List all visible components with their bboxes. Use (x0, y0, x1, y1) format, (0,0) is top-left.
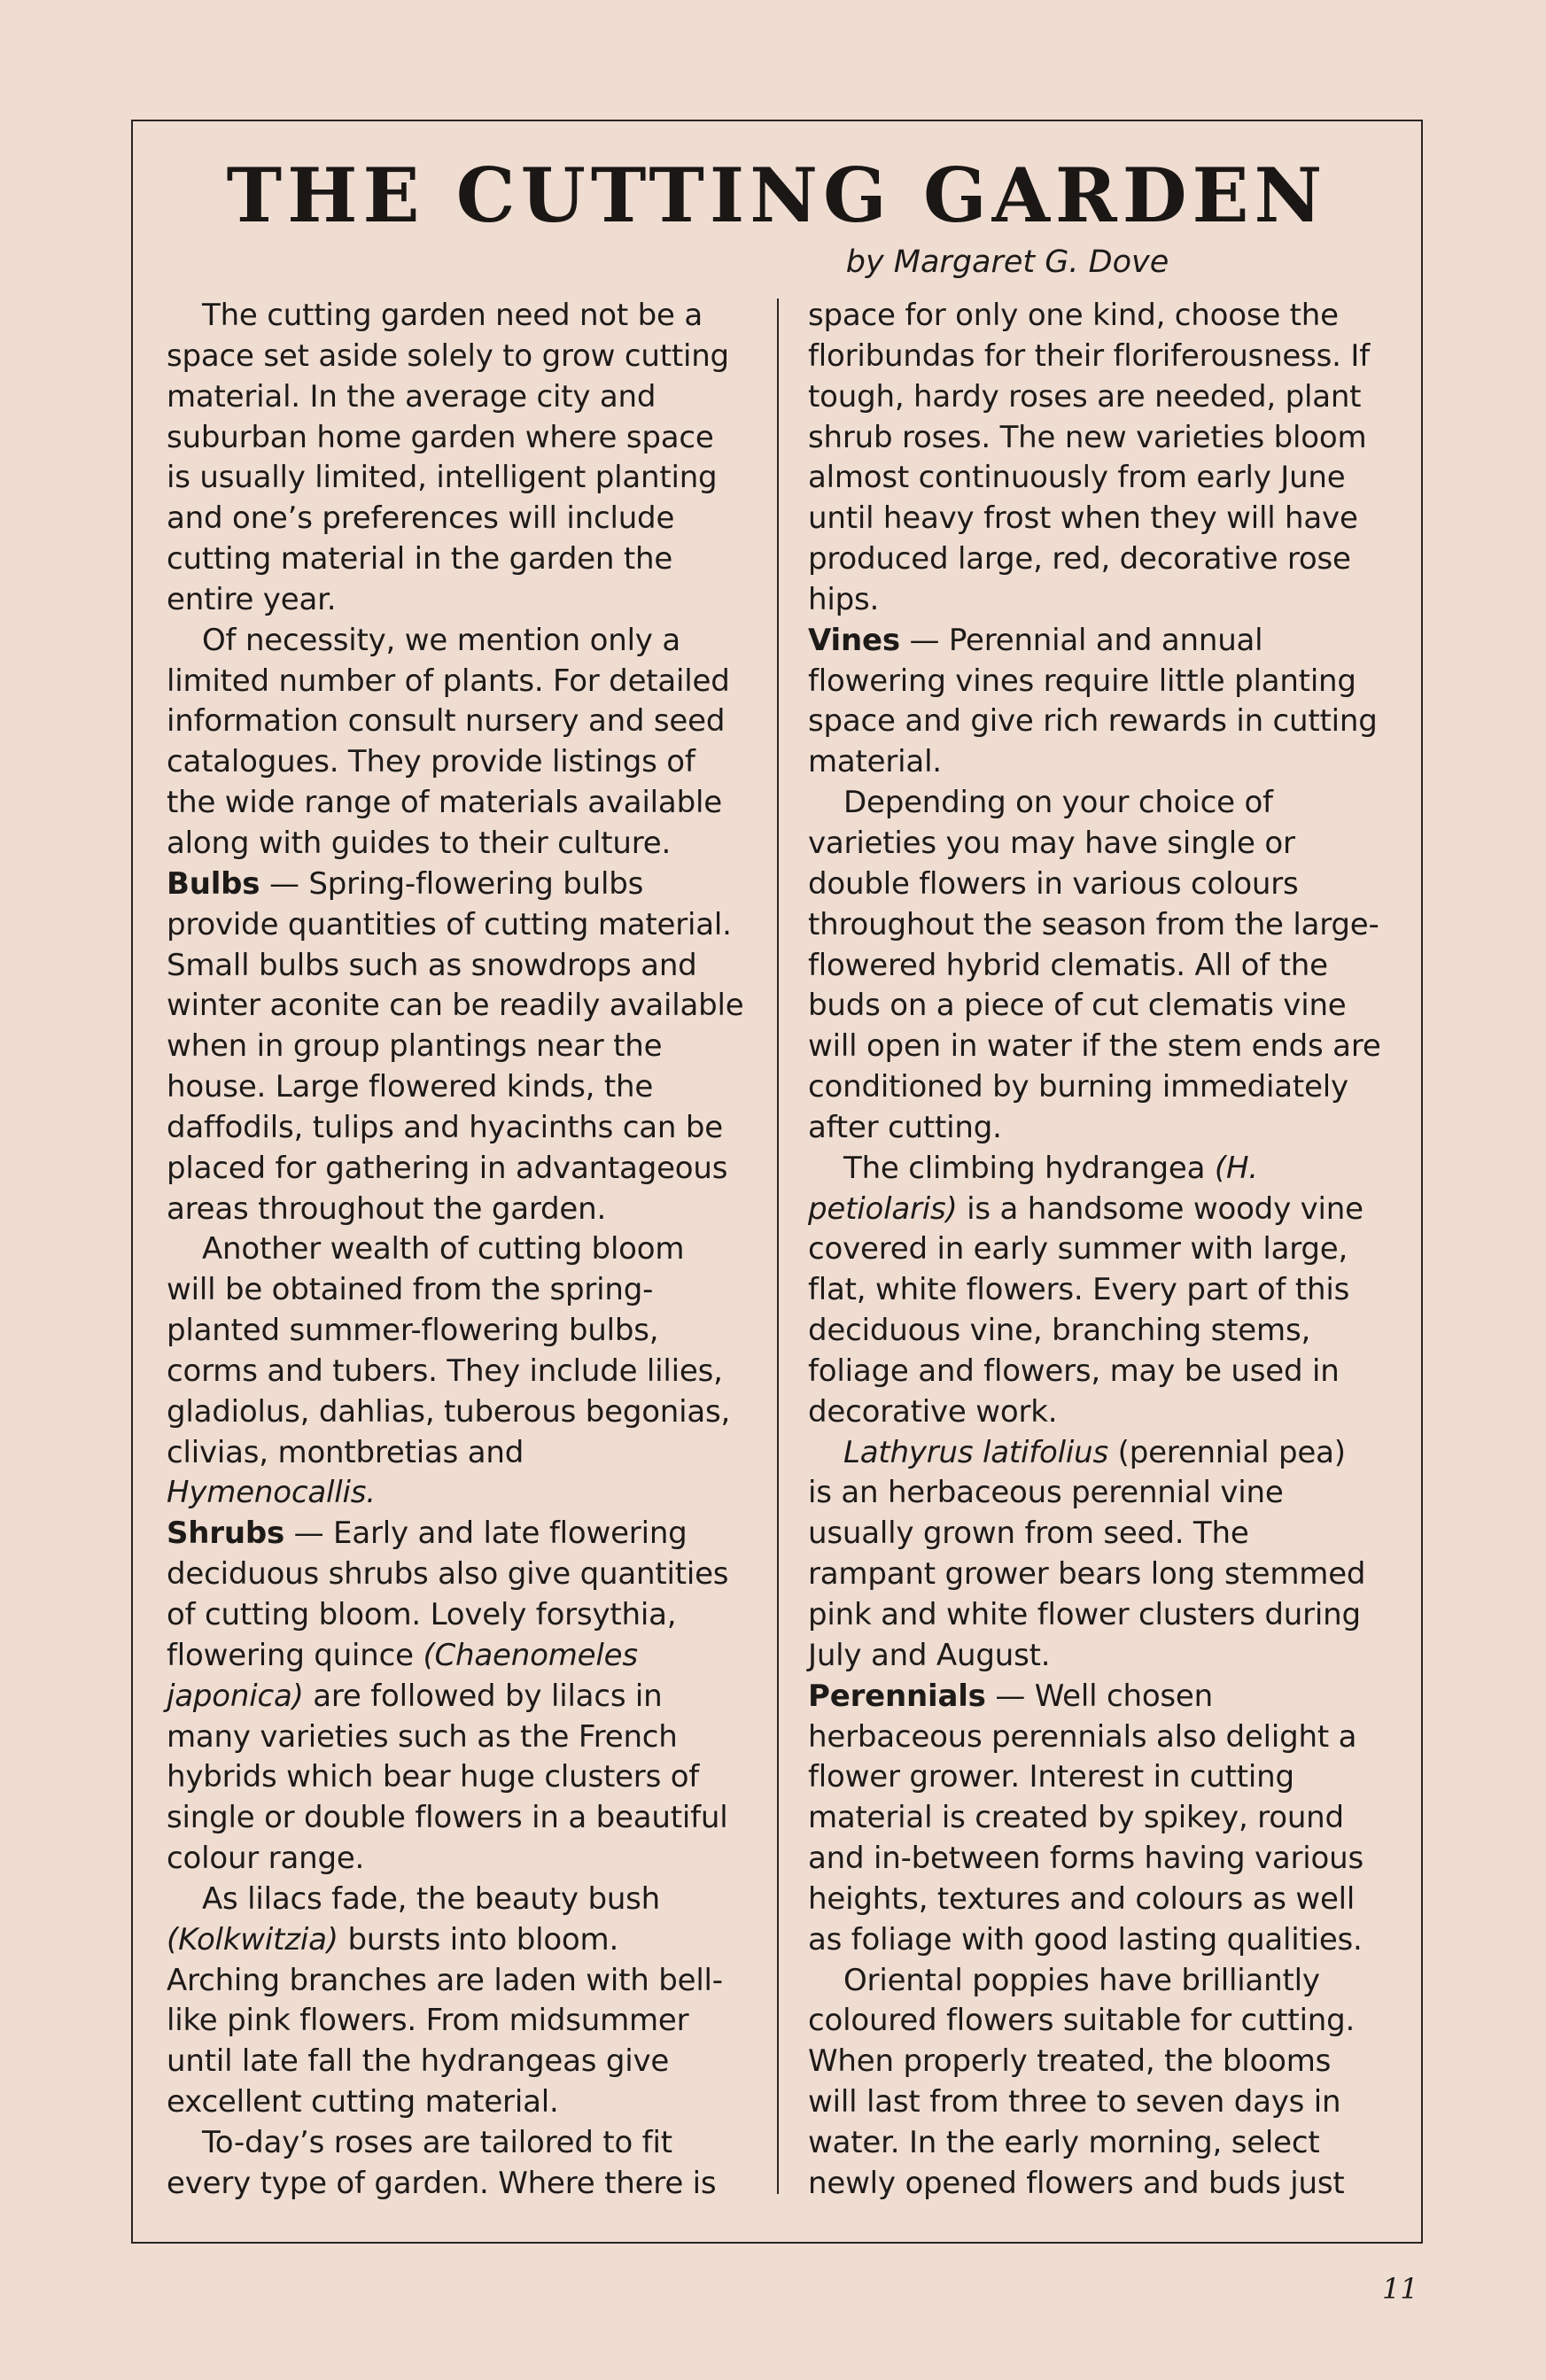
text-line (167, 2123, 778, 2164)
text-line (808, 2123, 1419, 2164)
text-segment: double flowers in various colours (808, 865, 1299, 902)
text-segment: Small bulbs such as snowdrops and (167, 947, 697, 983)
text-line (167, 418, 778, 459)
text-segment: water. In the early morning, select (808, 2124, 1320, 2160)
text-segment: and one’s preferences will include (167, 500, 675, 537)
text-segment: is usually limited, intelligent planting (167, 460, 718, 496)
text-segment: — Early and late flowering (284, 1516, 688, 1552)
text-segment: flowered hybrid clematis. All of the (808, 947, 1328, 983)
text-line (808, 1433, 1419, 1474)
left-column (167, 296, 778, 2205)
text-segment: conditioned by burning immediately (808, 1069, 1348, 1105)
text-segment: of cutting bloom. Lovely forsythia, (167, 1597, 677, 1632)
text-segment: coloured flowers suitable for cutting. (808, 2003, 1356, 2039)
text-segment: flowering vines require little planting (808, 663, 1356, 699)
text-line (808, 905, 1419, 946)
text-segment: space and give rich rewards in cutting (808, 703, 1378, 740)
text-line (167, 824, 778, 864)
text-segment: will be obtained from the spring- (167, 1272, 654, 1308)
text-segment: limited number of plants. For detailed (167, 663, 730, 699)
text-line (808, 1514, 1419, 1554)
text-segment: herbaceous perennials also delight a (808, 1718, 1357, 1755)
text-segment: flowering quince (167, 1637, 423, 1673)
text-segment: material. (808, 744, 942, 780)
text-segment: (Kolkwitzia) (167, 1921, 338, 1957)
section-heading: Shrubs (167, 1516, 285, 1552)
text-segment: house. Large flowered kinds, the (167, 1069, 654, 1105)
article-frame (131, 120, 1423, 2244)
text-line (167, 783, 778, 824)
text-segment: is an herbaceous perennial vine (808, 1475, 1284, 1511)
text-line (167, 1067, 778, 1108)
text-line (808, 1392, 1419, 1433)
text-segment: (H. (1214, 1150, 1258, 1186)
text-line (808, 824, 1419, 864)
text-line (808, 1920, 1419, 1961)
text-segment: deciduous vine, branching stems, (808, 1313, 1311, 1349)
text-line (167, 1757, 778, 1798)
text-line (167, 296, 778, 337)
text-line (808, 458, 1419, 499)
text-segment: The climbing hydrangea (843, 1150, 1215, 1186)
text-segment: many varieties such as the French (167, 1718, 678, 1755)
text-segment: floribundas for their floriferousness. If (808, 337, 1370, 374)
text-line (808, 1067, 1419, 1108)
text-line (808, 1839, 1419, 1880)
text-segment: winter aconite can be readily available (167, 988, 744, 1024)
text-segment: covered in early summer with large, (808, 1231, 1348, 1268)
text-line (167, 1839, 778, 1880)
text-segment: decorative work. (808, 1393, 1058, 1430)
text-line (808, 986, 1419, 1027)
text-segment: suburban home garden where space (167, 419, 714, 455)
text-segment: tough, hardy roses are needed, plant (808, 378, 1362, 415)
text-segment: (perennial pea) (1108, 1434, 1346, 1470)
text-segment: To-day’s roses are tailored to fit (202, 2124, 672, 2160)
text-segment: Depending on your choice of (843, 785, 1273, 821)
text-segment: hips. (808, 581, 880, 617)
text-segment: foliage and flowers, may be used in (808, 1353, 1340, 1389)
text-line (808, 2164, 1419, 2205)
text-line (808, 742, 1419, 783)
text-line (167, 580, 778, 621)
text-line (167, 2164, 778, 2205)
text-segment: Oriental poppies have brilliantly (843, 1962, 1320, 1998)
text-segment: shrub roses. The new varieties bloom (808, 419, 1367, 455)
text-line (167, 1190, 778, 1230)
text-segment: single or double flowers in a beautiful (167, 1800, 728, 1836)
text-segment: like pink flowers. From midsummer (167, 2003, 689, 2039)
text-segment: catalogues. They provide listings of (167, 744, 695, 780)
text-line (167, 2001, 778, 2042)
text-segment: provide quantities of cutting material. (167, 906, 732, 942)
text-line (167, 1311, 778, 1352)
text-segment: — Spring-flowering bulbs (260, 865, 644, 902)
text-line (167, 702, 778, 742)
text-line (167, 1920, 778, 1961)
text-segment: — Perennial and annual (899, 622, 1263, 658)
text-segment: material is created by spikey, round (808, 1800, 1344, 1836)
text-segment: space set aside solely to grow cutting (167, 337, 729, 374)
text-segment: varieties you may have single or (808, 825, 1295, 861)
text-line (808, 1473, 1419, 1514)
text-segment: July and August. (808, 1637, 1051, 1673)
text-segment: excellent cutting material. (167, 2084, 559, 2120)
text-segment: throughout the season from the large- (808, 906, 1379, 942)
text-line (167, 905, 778, 946)
text-segment: daffodils, tulips and hyacinths can be (167, 1109, 723, 1145)
text-segment: is a handsome woody vine (957, 1190, 1363, 1227)
text-line (167, 1433, 778, 1474)
text-segment: after cutting. (808, 1109, 1002, 1145)
text-line (167, 1961, 778, 2002)
text-line (808, 1149, 1419, 1190)
text-segment: cutting material in the garden the (167, 541, 673, 578)
text-line (808, 337, 1419, 377)
text-line (167, 1636, 778, 1677)
text-line (808, 2042, 1419, 2082)
text-line (167, 499, 778, 539)
text-line (167, 539, 778, 580)
text-segment: japonica) (167, 1678, 304, 1714)
text-line (808, 2082, 1419, 2123)
right-column (808, 296, 1419, 2205)
text-line (167, 337, 778, 377)
text-line (167, 864, 778, 905)
text-line (167, 1108, 778, 1149)
article-title: THE CUTTING GARDEN (226, 151, 1328, 239)
text-line (167, 1677, 778, 1717)
text-line (167, 621, 778, 662)
text-line (808, 1554, 1419, 1595)
text-segment: petiolaris) (808, 1190, 958, 1227)
text-line (808, 662, 1419, 702)
text-line (167, 2042, 778, 2082)
text-line (167, 1392, 778, 1433)
text-segment: bursts into bloom. (338, 1921, 619, 1957)
text-segment: heights, textures and colours as well (808, 1880, 1356, 1917)
text-line (808, 1311, 1419, 1352)
text-line (808, 1880, 1419, 1920)
text-line (167, 946, 778, 987)
text-line (808, 377, 1419, 418)
text-line (167, 1880, 778, 1920)
section-heading: Vines (808, 622, 900, 658)
text-segment: areas throughout the garden. (167, 1190, 607, 1227)
text-segment: gladiolus, dahlias, tuberous begonias, (167, 1393, 731, 1430)
article-byline: by Margaret G. Dove (845, 244, 1169, 280)
text-line (167, 1554, 778, 1595)
text-line (167, 742, 778, 783)
text-line (167, 458, 778, 499)
text-segment: rampant grower bears long stemmed (808, 1556, 1366, 1593)
text-segment: until heavy frost when they will have (808, 500, 1358, 537)
text-segment: The cutting garden need not be a (202, 298, 703, 333)
text-line (167, 1595, 778, 1636)
text-line (808, 499, 1419, 539)
text-segment: hybrids which bear huge clusters of (167, 1759, 700, 1795)
text-segment: placed for gathering in advantageous (167, 1150, 728, 1186)
text-line (808, 296, 1419, 337)
text-line (167, 1027, 778, 1067)
text-line (167, 1149, 778, 1190)
text-line (167, 1717, 778, 1758)
text-line (808, 2001, 1419, 2042)
text-line (808, 702, 1419, 742)
text-line (167, 1514, 778, 1554)
text-line (808, 864, 1419, 905)
text-segment: Hymenocallis. (167, 1475, 376, 1511)
text-segment: entire year. (167, 581, 337, 617)
text-segment: When properly treated, the blooms (808, 2043, 1332, 2080)
text-segment: colour range. (167, 1841, 365, 1877)
text-segment: space for only one kind, choose the (808, 298, 1339, 333)
section-heading: Bulbs (167, 865, 260, 902)
text-segment: Lathyrus latifolius (843, 1434, 1109, 1470)
text-segment: Of necessity, we mention only a (202, 622, 680, 658)
text-line (808, 1798, 1419, 1839)
text-segment: pink and white flower clusters during (808, 1597, 1361, 1632)
text-segment: are followed by lilacs in (303, 1678, 663, 1714)
text-segment: As lilacs fade, the beauty bush (202, 1880, 661, 1917)
text-line (808, 1027, 1419, 1067)
text-segment: produced large, red, decorative rose (808, 541, 1351, 578)
text-line (808, 1636, 1419, 1677)
text-line (808, 418, 1419, 459)
text-line (808, 946, 1419, 987)
text-segment: flower grower. Interest in cutting (808, 1759, 1294, 1795)
text-segment: will open in water if the stem ends are (808, 1028, 1381, 1065)
text-segment: Another wealth of cutting bloom (202, 1231, 685, 1268)
text-segment: deciduous shrubs also give quantities (167, 1556, 729, 1593)
text-segment: information consult nursery and seed (167, 703, 726, 740)
text-segment: until late fall the hydrangeas give (167, 2043, 670, 2080)
text-segment: Arching branches are laden with bell- (167, 1962, 723, 1998)
text-line (167, 2082, 778, 2123)
column-divider (777, 298, 779, 2194)
text-segment: when in group plantings near the (167, 1028, 663, 1065)
text-line (167, 986, 778, 1027)
text-line (808, 1190, 1419, 1230)
text-segment: clivias, montbretias and (167, 1434, 524, 1470)
text-segment: and in-between forms having various (808, 1841, 1363, 1877)
text-line (167, 1270, 778, 1311)
text-segment: corms and tubers. They include lilies, (167, 1353, 723, 1389)
text-segment: will last from three to seven days in (808, 2084, 1341, 2120)
text-line (167, 1473, 778, 1514)
text-segment: usually grown from seed. The (808, 1516, 1249, 1552)
text-line (808, 1270, 1419, 1311)
text-line (167, 377, 778, 418)
text-segment: the wide range of materials available (167, 785, 722, 821)
text-line (808, 1717, 1419, 1758)
text-line (167, 1229, 778, 1270)
text-line (808, 539, 1419, 580)
text-line (808, 1108, 1419, 1149)
text-line (808, 1961, 1419, 2002)
text-segment: — Well chosen (985, 1678, 1214, 1714)
text-segment: newly opened flowers and buds just (808, 2165, 1345, 2201)
text-segment: material. In the average city and (167, 378, 656, 415)
text-line (167, 1352, 778, 1392)
text-line (808, 1229, 1419, 1270)
section-heading: Perennials (808, 1678, 986, 1714)
text-line (808, 1757, 1419, 1798)
text-segment: planted summer-flowering bulbs, (167, 1313, 659, 1349)
text-segment: (Chaenomeles (423, 1637, 638, 1673)
text-line (808, 1677, 1419, 1717)
text-segment: every type of garden. Where there is (167, 2165, 717, 2201)
text-line (808, 580, 1419, 621)
text-line (808, 783, 1419, 824)
page-number: 11 (1382, 2272, 1418, 2306)
text-segment: almost continuously from early June (808, 460, 1346, 496)
text-line (167, 1798, 778, 1839)
text-segment: along with guides to their culture. (167, 825, 672, 861)
text-line (808, 1352, 1419, 1392)
text-segment: buds on a piece of cut clematis vine (808, 988, 1347, 1024)
text-line (808, 1595, 1419, 1636)
text-segment: as foliage with good lasting qualities. (808, 1921, 1363, 1957)
text-line (808, 621, 1419, 662)
text-segment: flat, white flowers. Every part of this (808, 1272, 1350, 1308)
text-line (167, 662, 778, 702)
